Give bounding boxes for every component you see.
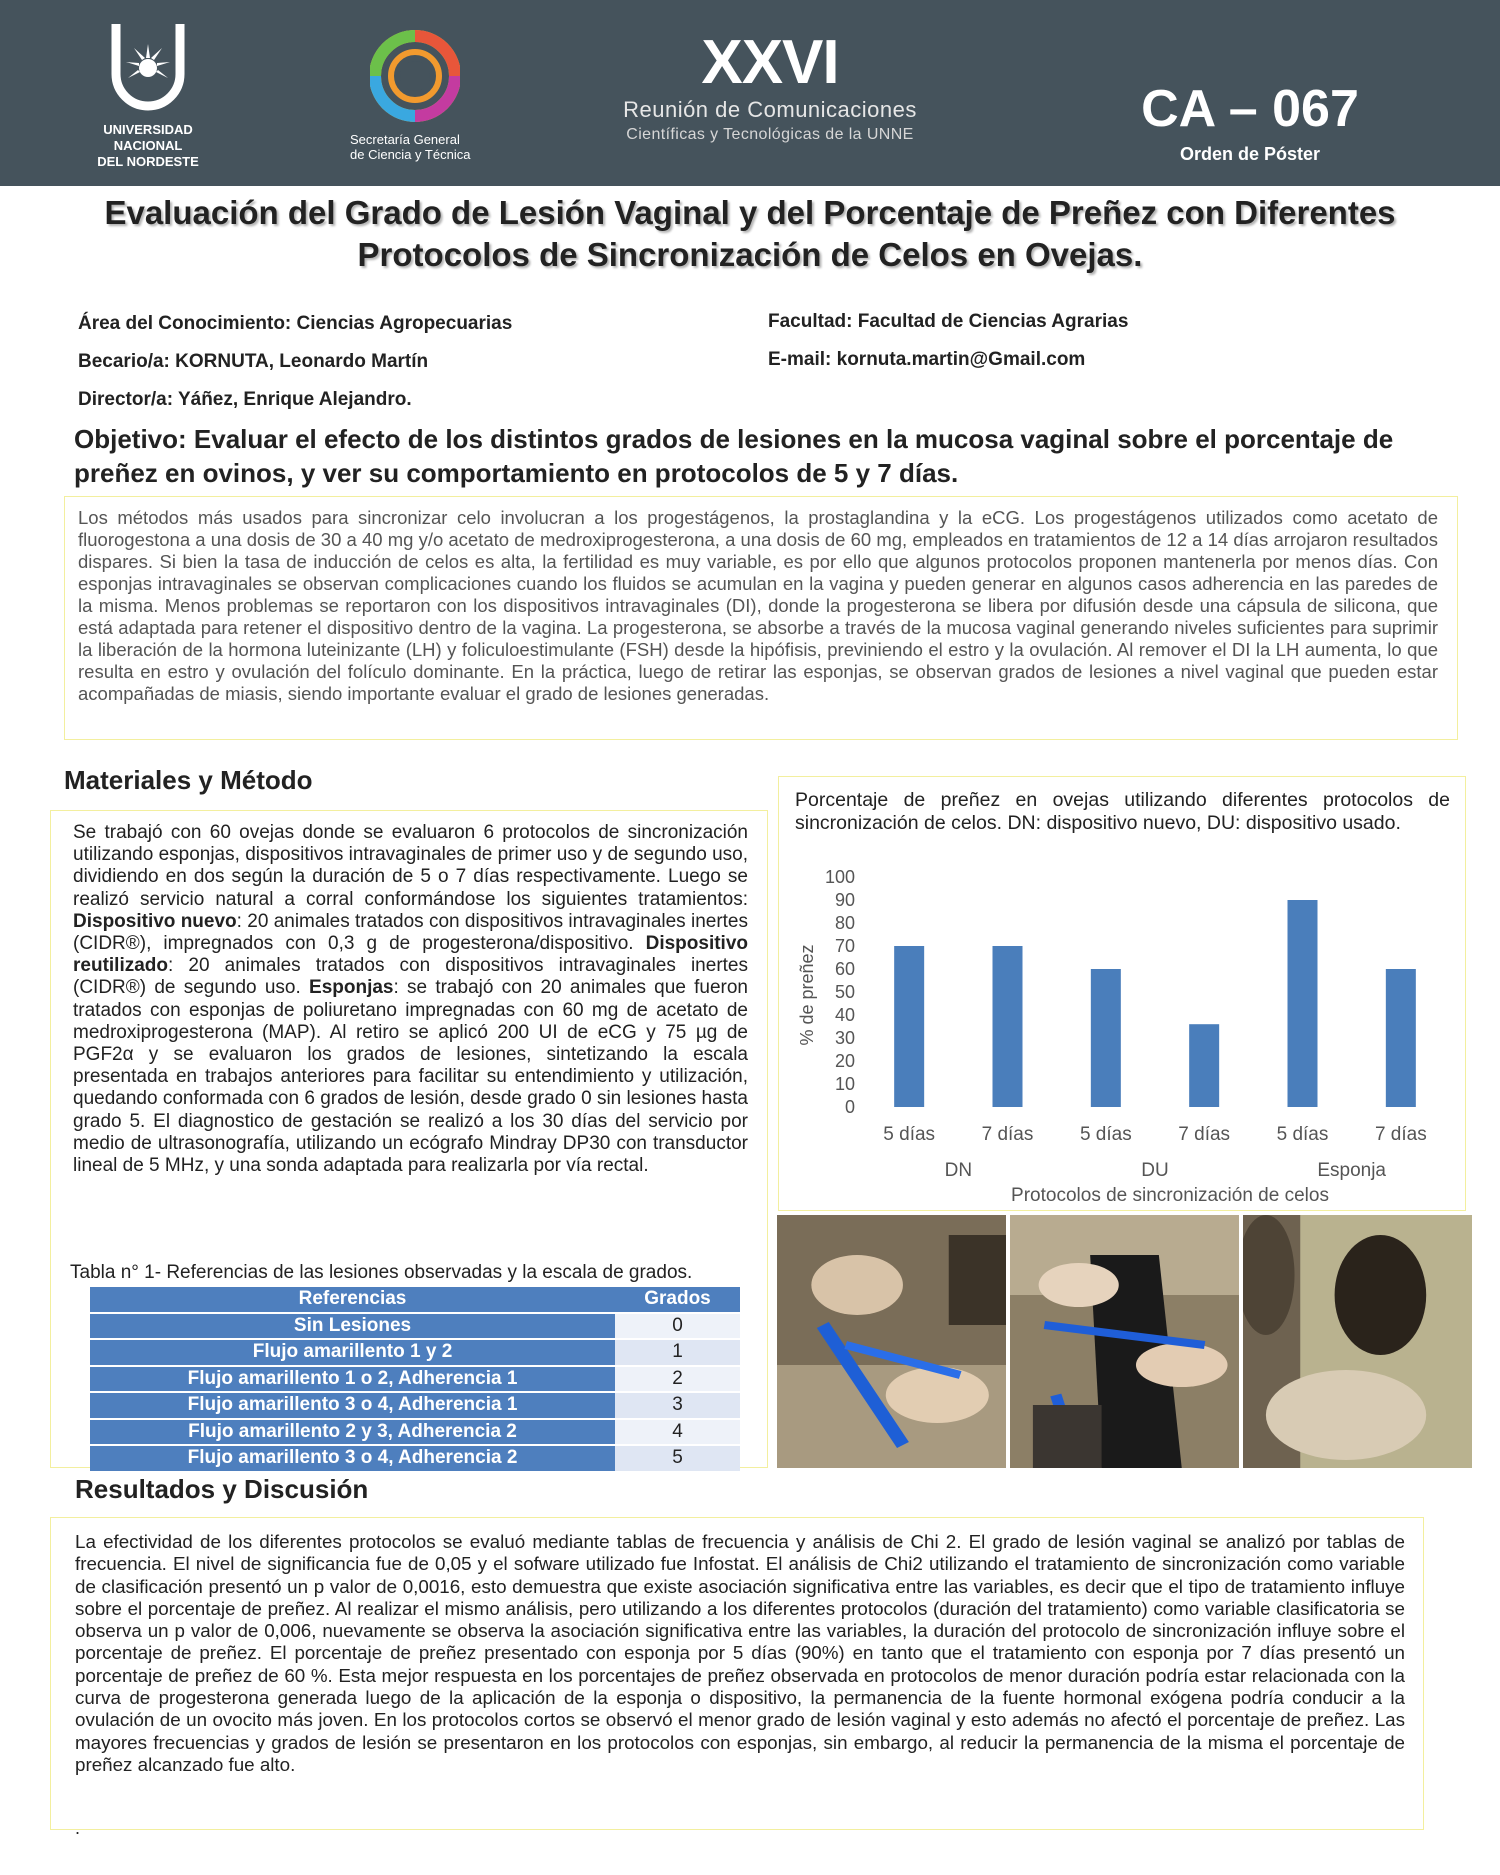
secretaria-name: Secretaría General de Ciencia y Técnica bbox=[350, 132, 471, 162]
email-label: E-mail: kornuta.martin@Gmail.com bbox=[768, 349, 1086, 370]
chart-x-axis-label: Protocolos de sincronización de celos bbox=[1011, 1185, 1329, 1206]
table-cell-ref: Flujo amarillento 1 o 2, Adherencia 1 bbox=[90, 1366, 615, 1393]
photo-device-insertion bbox=[777, 1215, 1006, 1468]
x-tick-label: 7 días bbox=[1374, 1124, 1427, 1145]
results-trailing-mark: . bbox=[75, 1818, 81, 1838]
y-tick-label: 90 bbox=[834, 890, 855, 910]
poster-code: CA – 067 bbox=[1141, 80, 1359, 138]
chart-y-axis-label: % de preñez bbox=[797, 944, 817, 1046]
y-tick-label: 70 bbox=[834, 936, 855, 956]
event-branding bbox=[590, 30, 950, 146]
table-cell-ref: Flujo amarillento 1 y 2 bbox=[90, 1339, 615, 1366]
x-tick-label: 5 días bbox=[1276, 1124, 1329, 1145]
chart-bar bbox=[1189, 1024, 1219, 1107]
x-tick-label: 7 días bbox=[981, 1124, 1034, 1145]
poster-title: Evaluación del Grado de Lesión Vaginal y del Porcentaje de Preñez con Diferentes Protocolos de Sincronización de Celos en Ovejas. bbox=[104, 194, 1396, 273]
results-text: La efectividad de los diferentes protocolos se evaluó mediante tablas de frecuencia y análisis de Chi 2. El grado de lesión vaginal se analizó por tablas de frecuencia. El nivel de significancia fue de 0,05 y el sofware utilizado fue Infostat. El análisis de Chi2 utilizando el tratamiento de sincronización como variable de clasificación presentó un p valor de 0,0016, esto demuestra que existe asociación significativa entre las variables, es decir que el tipo de tratamiento influye sobre el porcentaje de preñez. Al realizar el mismo análisis, pero utilizando a los diferentes protocolos (duración del tratamiento) como variable clasificatoria se observa un p valor de 0,006, nuevamente se observa la asociación significativa entre las variables, la duración del protocolo de sincronización influye sobre el porcentaje de preñez. El porcentaje de preñez presentado con esponja por 5 días (90%) en tanto que el tratamiento con esponja por 7 días presentó un porcentaje de preñez de 60 %. Esta mejor respuesta en los porcentajes de preñez observada en protocolos de menor duración podría estar relacionada con la curva de progesterona generada luego de la aplicación de la esponja o dispositivo, la permanencia de la fuente hormonal exógena podría conducir a la ovulación de un ovocito más joven. En los protocolos cortos se observó el menor grado de lesión vaginal y esto además no afectó el porcentaje de preñez. Las mayores frecuencias y grados de lesión se presentaron en los protocolos con esponjas, sin embargo, al reducir la permanencia de la misma el porcentaje de preñez alcanzado fue alto. bbox=[75, 1531, 1405, 1775]
event-subtitle: Reunión de Comunicaciones bbox=[623, 97, 917, 122]
chart-y-ticks bbox=[825, 867, 855, 1117]
intro-text: Los métodos más usados para sincronizar celo involucran a los progestágenos, la prostaglandina y la eCG. Los progestágenos utilizados como acetato de fluorogestona a una dosis de 30 a 40 mg y/o acetato de medroxiprogesterona, a una dosis de 60 mg, empleados en tratamientos de 12 a 14 días arrojaron resultados dispares. Si bien la tasa de inducción de celos es alta, la fertilidad es muy variable, es por ello que algunos protocolos proponen mantenerla por menos días. Con esponjas intravaginales se observan complicaciones cuando los fluidos se acumulan en la vagina y pueden generar en algunos casos adherencia en las paredes de la misma. Menos problemas se reportaron con los dispositivos intravaginales (DI), donde la progesterona se libera por difusión desde una cápsula de silicona, que está adaptada para retener el dispositivo dentro de la vagina. La progesterona, se absorbe a través de la mucosa vaginal generando niveles suficientes para suprimir la liberación de la hormona luteinizante (LH) y foliculoestimulante (FSH) desde la hipófisis, previniendo el estro y la ovulación. Al remover el DI la LH aumenta, lo que resulta en estro y ovulación del folículo dominante. En la práctica, luego de retirar las esponjas, se observan grados de lesiones a nivel vaginal que pueden estar acompañadas de miasis, siendo importante evaluar el grado de lesiones generadas. bbox=[78, 507, 1438, 704]
header-banner bbox=[0, 0, 1500, 186]
unne-emblem-icon bbox=[110, 24, 186, 116]
university-name: UNIVERSIDAD NACIONAL DEL NORDESTE bbox=[97, 122, 199, 169]
facultad-label: Facultad: Facultad de Ciencias Agrarias bbox=[768, 311, 1129, 332]
table-row bbox=[90, 1339, 740, 1366]
grades-table bbox=[90, 1287, 740, 1471]
y-tick-label: 20 bbox=[834, 1051, 855, 1071]
chart-bar bbox=[1288, 900, 1318, 1107]
y-tick-label: 80 bbox=[834, 913, 855, 933]
y-tick-label: 60 bbox=[834, 959, 855, 979]
chart-x-ticks bbox=[883, 1124, 1426, 1145]
methods-text: Se trabajó con 60 ovejas donde se evaluaron 6 protocolos de sincronización utilizando esponjas, dispositivos intravaginales de primer uso y de segundo uso, dividiendo en dos según la duración de 5 o 7 días respectivamente. Luego se realizó servicio natural a corral conformándose los siguientes tratamientos: Dispositivo nuevo: 20 animales tratados con dispositivos intravaginales inertes (CIDR®), impregnados con 0,3 g de progesterona/dispositivo. Dispositivo reutilizado: 20 animales tratados con dispositivos intravaginales inertes (CIDR®) de segundo uso. Esponjas: se trabajó con 20 animales que fueron tratados con esponjas de poliuretano impregnadas con 60 mg de acetato de medroxiprogesterona (MAP). Al retiro se aplicó 200 UI de eCG y 75 µg de PGF2α y se evaluaron los grados de lesiones, sintetizando la escala presentada en trabajos anteriores para facilitar su entendimiento y utilización, quedando conformada con 6 grados de lesión, desde grado 0 sin lesiones hasta grado 5. El diagnostico de gestación se realizó a los 30 días del servicio por medio de ultrasonografía, utilizando un ecógrafo Mindray DP30 con transductor lineal de 5 MHz, y una sonda adaptada para realizarla por vía rectal. bbox=[73, 822, 748, 1177]
objective-text: Objetivo: Evaluar el efecto de los distintos grados de lesiones en la mucosa vaginal sobre el porcentaje de preñez en ovinos, y ver su comportamiento en protocolos de 5 y 7 días. bbox=[74, 424, 1394, 488]
chart-title: Porcentaje de preñez en ovejas utilizando diferentes protocolos de sincronización de celos. DN: dispositivo nuevo, DU: dispositivo usado. bbox=[795, 789, 1450, 834]
y-tick-label: 50 bbox=[834, 982, 855, 1002]
y-tick-label: 30 bbox=[834, 1028, 855, 1048]
y-tick-label: 40 bbox=[834, 1005, 855, 1025]
table-cell-ref: Flujo amarillento 3 o 4, Adherencia 1 bbox=[90, 1392, 615, 1419]
table-cell-grade: 4 bbox=[615, 1419, 740, 1446]
chart-bar bbox=[894, 946, 924, 1107]
x-group-label: Esponja bbox=[1317, 1160, 1387, 1181]
y-tick-label: 0 bbox=[844, 1097, 855, 1117]
x-tick-label: 5 días bbox=[1079, 1124, 1132, 1145]
table-cell-ref: Flujo amarillento 3 o 4, Adherencia 2 bbox=[90, 1445, 615, 1471]
table-cell-grade: 3 bbox=[615, 1392, 740, 1419]
chart-bar bbox=[1386, 969, 1416, 1107]
x-tick-label: 5 días bbox=[883, 1124, 936, 1145]
table-row bbox=[90, 1313, 740, 1340]
poster-code-label: Orden de Póster bbox=[1179, 144, 1321, 164]
table-caption: Tabla n° 1- Referencias de las lesiones observadas y la escala de grados. bbox=[70, 1262, 693, 1283]
photo-device-removal bbox=[1010, 1215, 1239, 1468]
y-tick-label: 10 bbox=[834, 1074, 855, 1094]
event-subtitle-2: Científicas y Tecnológicas de la UNNE bbox=[626, 126, 914, 143]
table-cell-grade: 2 bbox=[615, 1366, 740, 1393]
table-row bbox=[90, 1445, 740, 1471]
table-cell-ref: Sin Lesiones bbox=[90, 1313, 615, 1340]
director-label: Director/a: Yáñez, Enrique Alejandro. bbox=[78, 389, 412, 410]
y-tick-label: 100 bbox=[824, 867, 855, 887]
poster-code-box bbox=[1120, 80, 1380, 166]
becario-label: Becario/a: KORNUTA, Leonardo Martín bbox=[78, 351, 429, 372]
table-row bbox=[90, 1366, 740, 1393]
table-cell-grade: 0 bbox=[615, 1313, 740, 1340]
methods-heading: Materiales y Método bbox=[64, 765, 313, 795]
chart-bars bbox=[894, 900, 1416, 1107]
table-cell-ref: Flujo amarillento 2 y 3, Adherencia 2 bbox=[90, 1419, 615, 1446]
area-label: Área del Conocimiento: Ciencias Agropecuarias bbox=[78, 313, 513, 334]
procedure-photos bbox=[777, 1215, 1472, 1468]
chart-group-labels bbox=[945, 1160, 1387, 1181]
table-row bbox=[90, 1392, 740, 1419]
x-tick-label: 7 días bbox=[1178, 1124, 1231, 1145]
photo-vaginal-lesion bbox=[1243, 1215, 1472, 1468]
x-group-label: DN bbox=[944, 1160, 973, 1181]
chart-bar bbox=[1091, 969, 1121, 1107]
table-row bbox=[90, 1419, 740, 1446]
event-title: XXVI bbox=[701, 28, 839, 97]
pregnancy-bar-chart bbox=[780, 860, 1460, 1210]
chart-bar bbox=[993, 946, 1023, 1107]
secretaria-emblem-icon bbox=[370, 28, 460, 124]
table-cell-grade: 5 bbox=[615, 1445, 740, 1471]
table-cell-grade: 1 bbox=[615, 1339, 740, 1366]
table-header-grados: Grados bbox=[615, 1287, 740, 1313]
results-heading: Resultados y Discusión bbox=[75, 1474, 369, 1504]
table-header-referencias: Referencias bbox=[90, 1287, 615, 1313]
x-group-label: DU bbox=[1141, 1160, 1169, 1181]
